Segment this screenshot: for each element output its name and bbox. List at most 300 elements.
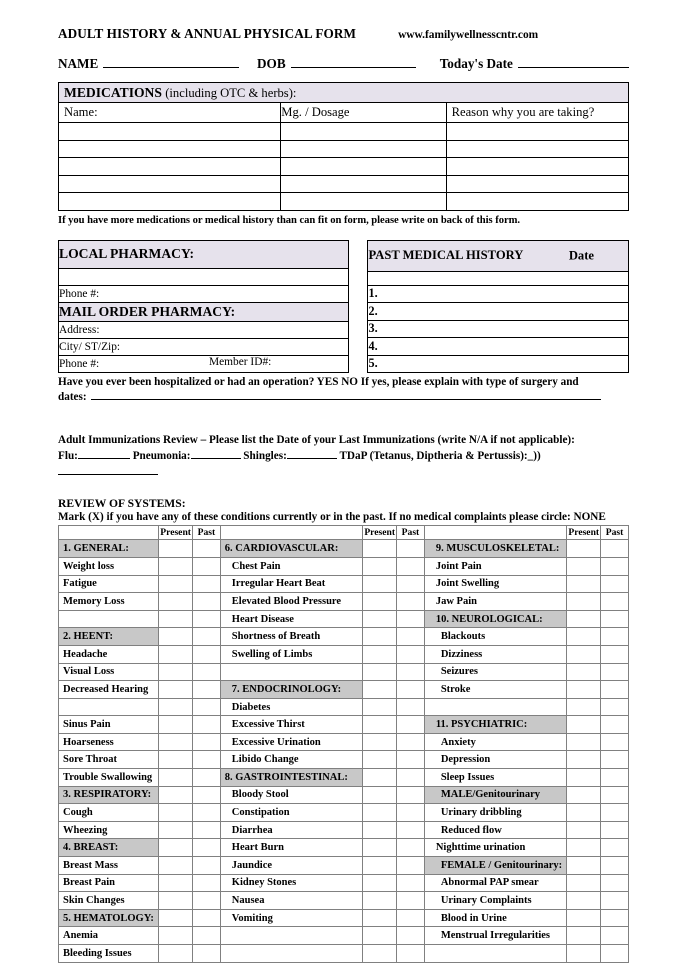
- ros-symptom-label: Dizziness: [424, 645, 567, 663]
- ros-past-checkbox[interactable]: [601, 892, 629, 910]
- ros-past-checkbox[interactable]: [193, 733, 221, 751]
- ros-present-checkbox[interactable]: [363, 610, 397, 628]
- ros-category-label: 10. NEUROLOGICAL:: [424, 610, 567, 628]
- ros-category-label: 1. GENERAL:: [59, 540, 159, 558]
- ros-symptom-label: Diarrhea: [220, 821, 363, 839]
- ros-present-checkbox[interactable]: [159, 804, 193, 822]
- shingles-input[interactable]: [287, 448, 337, 459]
- ros-past-checkbox[interactable]: [193, 839, 221, 857]
- ros-past-checkbox[interactable]: [397, 804, 425, 822]
- ros-present-checkbox[interactable]: [363, 593, 397, 611]
- ros-past-checkbox[interactable]: [193, 628, 221, 646]
- ros-past-checkbox[interactable]: [601, 663, 629, 681]
- ros-row: [59, 575, 629, 593]
- ros-past-checkbox[interactable]: [193, 698, 221, 716]
- ros-row: [59, 733, 629, 751]
- ros-present-checkbox[interactable]: [363, 540, 397, 558]
- ros-row: [59, 751, 629, 769]
- ros-empty-label: [59, 698, 159, 716]
- ros-symptom-label: Sore Throat: [59, 751, 159, 769]
- ros-past-checkbox[interactable]: [193, 892, 221, 910]
- ros-symptom-label: Menstrual Irregularities: [424, 927, 567, 945]
- medication-entry-row[interactable]: [59, 158, 629, 176]
- ros-row: [59, 786, 629, 804]
- medication-dosage-cell[interactable]: [281, 140, 446, 158]
- ros-present-checkbox[interactable]: [363, 786, 397, 804]
- ros-category-label: 6. CARDIOVASCULAR:: [220, 540, 363, 558]
- ros-past-checkbox[interactable]: [193, 857, 221, 875]
- tdap-input[interactable]: [58, 464, 158, 475]
- ros-past-checkbox[interactable]: [601, 645, 629, 663]
- ros-past-checkbox[interactable]: [397, 874, 425, 892]
- ros-symptom-label: Trouble Swallowing: [59, 769, 159, 787]
- immunizations-intro: Adult Immunizations Review – Please list the Date of your Last Immunizations (write N/A if not applicable):: [58, 433, 575, 446]
- ros-present-checkbox[interactable]: [159, 751, 193, 769]
- medication-reason-cell[interactable]: [446, 193, 628, 211]
- ros-past-checkbox[interactable]: [601, 733, 629, 751]
- medication-name-cell[interactable]: [59, 158, 281, 176]
- past-medical-history-table: [367, 240, 629, 374]
- ros-category-label: 8. GASTROINTESTINAL:: [220, 769, 363, 787]
- ros-past-checkbox[interactable]: [397, 769, 425, 787]
- ros-symptom-label: Abnormal PAP smear: [424, 874, 567, 892]
- medication-name-cell[interactable]: [59, 123, 281, 141]
- ros-present-checkbox[interactable]: [363, 909, 397, 927]
- ros-symptom-label: Blackouts: [424, 628, 567, 646]
- ros-present-checkbox[interactable]: [567, 593, 601, 611]
- ros-past-checkbox[interactable]: [193, 593, 221, 611]
- flu-label: Flu:: [58, 449, 78, 462]
- review-of-systems-table: [58, 525, 629, 962]
- ros-symptom-label: Cough: [59, 804, 159, 822]
- ros-past-checkbox[interactable]: [601, 804, 629, 822]
- ros-present-checkbox[interactable]: [363, 751, 397, 769]
- ros-symptom-label: Reduced flow: [424, 821, 567, 839]
- medication-reason-cell[interactable]: [446, 123, 628, 141]
- medication-dosage-cell[interactable]: [281, 193, 446, 211]
- name-input[interactable]: [103, 56, 238, 68]
- ros-symptom-label: Stroke: [424, 681, 567, 699]
- ros-present-checkbox[interactable]: [159, 698, 193, 716]
- ros-present-checkbox[interactable]: [567, 821, 601, 839]
- ros-present-checkbox[interactable]: [159, 927, 193, 945]
- ros-past-checkbox[interactable]: [601, 716, 629, 734]
- pneumonia-label: Pneumonia:: [132, 449, 191, 462]
- ros-past-checkbox[interactable]: [397, 557, 425, 575]
- medications-col-name: Name:: [59, 103, 281, 123]
- ros-symptom-label: Breast Pain: [59, 874, 159, 892]
- medication-dosage-cell[interactable]: [281, 175, 446, 193]
- todays-date-label: Today's Date: [439, 56, 513, 71]
- ros-row: [59, 681, 629, 699]
- ros-present-checkbox[interactable]: [567, 839, 601, 857]
- mail-phone-label: Phone #:: [59, 357, 100, 370]
- ros-past-checkbox[interactable]: [397, 698, 425, 716]
- ros-past-checkbox[interactable]: [601, 610, 629, 628]
- ros-category-label: 7. ENDOCRINOLOGY:: [220, 681, 363, 699]
- ros-present-checkbox[interactable]: [363, 839, 397, 857]
- ros-symptom-label: Headache: [59, 645, 159, 663]
- ros-present-checkbox[interactable]: [567, 927, 601, 945]
- ros-past-checkbox[interactable]: [601, 909, 629, 927]
- name-label: NAME: [58, 56, 99, 71]
- ros-past-checkbox[interactable]: [601, 593, 629, 611]
- ros-header-past: Past: [601, 526, 629, 540]
- pharmacy-column: [58, 240, 349, 374]
- ros-present-checkbox[interactable]: [159, 857, 193, 875]
- ros-present-checkbox[interactable]: [159, 821, 193, 839]
- ros-past-checkbox[interactable]: [193, 804, 221, 822]
- ros-header-past: Past: [397, 526, 425, 540]
- ros-present-checkbox[interactable]: [159, 681, 193, 699]
- ros-present-checkbox[interactable]: [567, 681, 601, 699]
- ros-symptom-label: Heart Disease: [220, 610, 363, 628]
- medication-entry-row[interactable]: [59, 193, 629, 211]
- ros-category-label: 5. HEMATOLOGY:: [59, 909, 159, 927]
- pmh-spacer-cell: [368, 271, 629, 285]
- ros-symptom-label: Joint Swelling: [424, 575, 567, 593]
- ros-present-checkbox[interactable]: [159, 839, 193, 857]
- ros-header-past: Past: [193, 526, 221, 540]
- ros-present-checkbox[interactable]: [159, 716, 193, 734]
- ros-past-checkbox[interactable]: [397, 892, 425, 910]
- ros-present-checkbox[interactable]: [159, 645, 193, 663]
- ros-past-checkbox[interactable]: [397, 839, 425, 857]
- identity-line: [58, 56, 629, 72]
- ros-symptom-label: Memory Loss: [59, 593, 159, 611]
- ros-past-checkbox[interactable]: [397, 786, 425, 804]
- ros-past-checkbox[interactable]: [601, 786, 629, 804]
- ros-symptom-label: Sinus Pain: [59, 716, 159, 734]
- ros-category-label: 11. PSYCHIATRIC:: [424, 716, 567, 734]
- past-medical-history-column: [367, 240, 629, 374]
- ros-past-checkbox[interactable]: [193, 540, 221, 558]
- ros-present-checkbox[interactable]: [567, 557, 601, 575]
- ros-present-checkbox[interactable]: [159, 892, 193, 910]
- ros-past-checkbox[interactable]: [601, 575, 629, 593]
- ros-past-checkbox[interactable]: [397, 663, 425, 681]
- ros-present-checkbox[interactable]: [363, 769, 397, 787]
- ros-symptom-label: Nighttime urination: [424, 839, 567, 857]
- medication-reason-cell[interactable]: [446, 158, 628, 176]
- review-of-systems-instruction: Mark (X) if you have any of these conditions currently or in the past. If no medical complaints please circle: NONE: [58, 511, 606, 524]
- medication-dosage-cell[interactable]: [281, 123, 446, 141]
- ros-present-checkbox[interactable]: [363, 927, 397, 945]
- ros-present-checkbox[interactable]: [363, 557, 397, 575]
- ros-past-checkbox[interactable]: [397, 593, 425, 611]
- ros-symptom-label: Anxiety: [424, 733, 567, 751]
- medications-title: MEDICATIONS: [64, 84, 162, 100]
- ros-past-checkbox[interactable]: [193, 716, 221, 734]
- ros-header-blank: [59, 526, 159, 540]
- medication-dosage-cell[interactable]: [281, 158, 446, 176]
- page-title: ADULT HISTORY & ANNUAL PHYSICAL FORM: [58, 26, 357, 41]
- ros-present-checkbox[interactable]: [363, 716, 397, 734]
- document-header: [58, 26, 629, 42]
- local-pharmacy-phone-cell[interactable]: Phone #:: [59, 285, 349, 302]
- pmh-title: PAST MEDICAL HISTORY: [368, 248, 524, 262]
- medications-table: [58, 82, 629, 211]
- dob-label: DOB: [257, 56, 286, 71]
- ros-empty-label: [220, 663, 363, 681]
- ros-present-checkbox[interactable]: [567, 786, 601, 804]
- tdap-label: TDaP (Tetanus, Diptheria & Pertussis):_)): [339, 449, 541, 462]
- ros-past-checkbox[interactable]: [397, 857, 425, 875]
- ros-row: [59, 540, 629, 558]
- ros-past-checkbox[interactable]: [193, 927, 221, 945]
- ros-present-checkbox[interactable]: [363, 821, 397, 839]
- ros-past-checkbox[interactable]: [601, 945, 629, 963]
- medication-reason-cell[interactable]: [446, 175, 628, 193]
- ros-row: [59, 716, 629, 734]
- ros-present-checkbox[interactable]: [159, 945, 193, 963]
- hospitalization-dates-input[interactable]: [91, 389, 601, 400]
- ros-present-checkbox[interactable]: [567, 716, 601, 734]
- ros-present-checkbox[interactable]: [159, 786, 193, 804]
- mail-memberid-label: Member ID#:: [209, 355, 272, 368]
- ros-row: [59, 698, 629, 716]
- ros-present-checkbox[interactable]: [159, 769, 193, 787]
- ros-past-checkbox[interactable]: [397, 751, 425, 769]
- pharmacy-table: [58, 240, 349, 373]
- ros-past-checkbox[interactable]: [601, 821, 629, 839]
- ros-past-checkbox[interactable]: [397, 575, 425, 593]
- ros-past-checkbox[interactable]: [193, 645, 221, 663]
- ros-row: [59, 892, 629, 910]
- ros-present-checkbox[interactable]: [363, 628, 397, 646]
- ros-symptom-label: Decreased Hearing: [59, 681, 159, 699]
- ros-present-checkbox[interactable]: [159, 909, 193, 927]
- ros-present-checkbox[interactable]: [363, 733, 397, 751]
- ros-past-checkbox[interactable]: [397, 610, 425, 628]
- ros-symptom-label: Urinary Complaints: [424, 892, 567, 910]
- dob-input[interactable]: [291, 56, 416, 68]
- ros-present-checkbox[interactable]: [159, 663, 193, 681]
- ros-past-checkbox[interactable]: [193, 663, 221, 681]
- ros-past-checkbox[interactable]: [601, 698, 629, 716]
- ros-present-checkbox[interactable]: [567, 909, 601, 927]
- ros-symptom-label: Excessive Urination: [220, 733, 363, 751]
- ros-past-checkbox[interactable]: [601, 540, 629, 558]
- ros-past-checkbox[interactable]: [397, 821, 425, 839]
- ros-symptom-label: Anemia: [59, 927, 159, 945]
- ros-symptom-label: Urinary dribbling: [424, 804, 567, 822]
- ros-symptom-label: Diabetes: [220, 698, 363, 716]
- ros-category-label: MALE/Genitourinary: [424, 786, 567, 804]
- pmh-row-3[interactable]: 3.: [368, 320, 629, 338]
- ros-present-checkbox[interactable]: [567, 945, 601, 963]
- ros-past-checkbox[interactable]: [397, 716, 425, 734]
- ros-past-checkbox[interactable]: [193, 786, 221, 804]
- ros-past-checkbox[interactable]: [193, 610, 221, 628]
- ros-present-checkbox[interactable]: [567, 751, 601, 769]
- ros-present-checkbox[interactable]: [159, 628, 193, 646]
- ros-past-checkbox[interactable]: [397, 945, 425, 963]
- ros-past-checkbox[interactable]: [601, 628, 629, 646]
- medication-entry-row[interactable]: [59, 140, 629, 158]
- ros-category-label: 9. MUSCULOSKELETAL:: [424, 540, 567, 558]
- ros-past-checkbox[interactable]: [193, 575, 221, 593]
- ros-present-checkbox[interactable]: [363, 698, 397, 716]
- medications-section: [58, 82, 629, 226]
- ros-present-checkbox[interactable]: [567, 733, 601, 751]
- ros-past-checkbox[interactable]: [193, 769, 221, 787]
- ros-past-checkbox[interactable]: [601, 557, 629, 575]
- medication-name-cell[interactable]: [59, 193, 281, 211]
- ros-row: [59, 874, 629, 892]
- ros-category-label: 4. BREAST:: [59, 839, 159, 857]
- ros-present-checkbox[interactable]: [567, 628, 601, 646]
- ros-present-checkbox[interactable]: [363, 575, 397, 593]
- ros-symptom-label: Blood in Urine: [424, 909, 567, 927]
- ros-row: [59, 557, 629, 575]
- ros-symptom-label: Bleeding Issues: [59, 945, 159, 963]
- pmh-row-4[interactable]: 4.: [368, 338, 629, 356]
- ros-past-checkbox[interactable]: [397, 909, 425, 927]
- ros-present-checkbox[interactable]: [159, 610, 193, 628]
- ros-past-checkbox[interactable]: [397, 733, 425, 751]
- ros-header-blank: [220, 526, 363, 540]
- ros-symptom-label: Irregular Heart Beat: [220, 575, 363, 593]
- medication-entry-row[interactable]: [59, 123, 629, 141]
- ros-symptom-label: Kidney Stones: [220, 874, 363, 892]
- ros-present-checkbox[interactable]: [363, 663, 397, 681]
- ros-empty-label: [220, 945, 363, 963]
- ros-present-checkbox[interactable]: [159, 575, 193, 593]
- ros-row: [59, 663, 629, 681]
- ros-symptom-label: Chest Pain: [220, 557, 363, 575]
- ros-present-checkbox[interactable]: [363, 945, 397, 963]
- ros-row: [59, 909, 629, 927]
- ros-present-checkbox[interactable]: [567, 804, 601, 822]
- todays-date-input[interactable]: [518, 56, 629, 68]
- pmh-row-1[interactable]: 1.: [368, 285, 629, 303]
- ros-present-checkbox[interactable]: [363, 874, 397, 892]
- local-pharmacy-name-cell[interactable]: [59, 268, 349, 285]
- medications-footnote: If you have more medications or medical history than can fit on form, please write on back of this form.: [58, 214, 520, 226]
- ros-present-checkbox[interactable]: [159, 557, 193, 575]
- pneumonia-input[interactable]: [191, 448, 241, 459]
- ros-symptom-label: Fatigue: [59, 575, 159, 593]
- ros-row: [59, 645, 629, 663]
- ros-past-checkbox[interactable]: [397, 927, 425, 945]
- ros-past-checkbox[interactable]: [601, 874, 629, 892]
- ros-past-checkbox[interactable]: [601, 839, 629, 857]
- ros-row: [59, 821, 629, 839]
- hospitalization-dates-label: dates:: [58, 391, 87, 404]
- ros-row: [59, 593, 629, 611]
- ros-empty-label: [220, 927, 363, 945]
- ros-empty-label: [59, 610, 159, 628]
- ros-present-checkbox[interactable]: [567, 698, 601, 716]
- ros-row: [59, 769, 629, 787]
- ros-symptom-label: Visual Loss: [59, 663, 159, 681]
- medications-band: [59, 83, 629, 103]
- ros-past-checkbox[interactable]: [193, 557, 221, 575]
- ros-symptom-label: Constipation: [220, 804, 363, 822]
- ros-present-checkbox[interactable]: [363, 804, 397, 822]
- mail-citystzip-cell[interactable]: City/ ST/Zip:: [59, 338, 349, 355]
- ros-present-checkbox[interactable]: [567, 610, 601, 628]
- ros-past-checkbox[interactable]: [397, 645, 425, 663]
- ros-symptom-label: Jaundice: [220, 857, 363, 875]
- ros-category-label: 3. RESPIRATORY:: [59, 786, 159, 804]
- ros-present-checkbox[interactable]: [567, 857, 601, 875]
- mail-phone-cell[interactable]: [59, 355, 349, 372]
- ros-present-checkbox[interactable]: [567, 645, 601, 663]
- ros-past-checkbox[interactable]: [601, 927, 629, 945]
- medications-col-dosage: Mg. / Dosage: [281, 103, 446, 123]
- immunizations-fields: [58, 448, 629, 480]
- pharmacy-and-history-section: [58, 240, 629, 374]
- ros-present-checkbox[interactable]: [159, 593, 193, 611]
- ros-present-checkbox[interactable]: [567, 663, 601, 681]
- ros-present-checkbox[interactable]: [363, 681, 397, 699]
- ros-past-checkbox[interactable]: [193, 821, 221, 839]
- medication-reason-cell[interactable]: [446, 140, 628, 158]
- ros-past-checkbox[interactable]: [193, 751, 221, 769]
- mail-order-pharmacy-title: MAIL ORDER PHARMACY:: [59, 302, 349, 321]
- ros-symptom-label: Elevated Blood Pressure: [220, 593, 363, 611]
- ros-past-checkbox[interactable]: [601, 769, 629, 787]
- ros-header-present: Present: [568, 527, 600, 539]
- ros-past-checkbox[interactable]: [397, 628, 425, 646]
- ros-empty-label: [424, 698, 567, 716]
- ros-past-checkbox[interactable]: [397, 540, 425, 558]
- ros-present-checkbox[interactable]: [159, 874, 193, 892]
- ros-past-checkbox[interactable]: [193, 945, 221, 963]
- ros-past-checkbox[interactable]: [193, 909, 221, 927]
- ros-symptom-label: Nausea: [220, 892, 363, 910]
- medications-header-row: [59, 103, 629, 123]
- ros-past-checkbox[interactable]: [601, 857, 629, 875]
- ros-past-checkbox[interactable]: [397, 681, 425, 699]
- ros-symptom-label: Vomiting: [220, 909, 363, 927]
- ros-past-checkbox[interactable]: [193, 874, 221, 892]
- ros-symptom-label: Jaw Pain: [424, 593, 567, 611]
- pmh-row-5[interactable]: 5.: [368, 355, 629, 373]
- mail-address-cell[interactable]: Address:: [59, 321, 349, 338]
- ros-row: [59, 628, 629, 646]
- ros-header-present: Present: [160, 527, 191, 539]
- medication-name-cell[interactable]: [59, 175, 281, 193]
- ros-present-checkbox[interactable]: [567, 892, 601, 910]
- ros-row: [59, 945, 629, 963]
- ros-symptom-label: Libido Change: [220, 751, 363, 769]
- ros-present-checkbox[interactable]: [567, 874, 601, 892]
- ros-present-checkbox[interactable]: [159, 540, 193, 558]
- ros-past-checkbox[interactable]: [601, 681, 629, 699]
- ros-symptom-label: Hoarseness: [59, 733, 159, 751]
- ros-present-checkbox[interactable]: [363, 892, 397, 910]
- ros-past-checkbox[interactable]: [193, 681, 221, 699]
- ros-present-checkbox[interactable]: [363, 857, 397, 875]
- ros-category-label: FEMALE / Genitourinary:: [424, 857, 567, 875]
- pmh-row-2[interactable]: 2.: [368, 303, 629, 321]
- ros-symptom-label: Bloody Stool: [220, 786, 363, 804]
- ros-present-checkbox[interactable]: [363, 645, 397, 663]
- medication-entry-row[interactable]: [59, 175, 629, 193]
- medication-name-cell[interactable]: [59, 140, 281, 158]
- ros-symptom-label: Skin Changes: [59, 892, 159, 910]
- ros-row: [59, 804, 629, 822]
- ros-present-checkbox[interactable]: [567, 769, 601, 787]
- ros-past-checkbox[interactable]: [601, 751, 629, 769]
- ros-present-checkbox[interactable]: [567, 575, 601, 593]
- ros-present-checkbox[interactable]: [567, 540, 601, 558]
- flu-input[interactable]: [78, 448, 130, 459]
- ros-present-checkbox[interactable]: [159, 733, 193, 751]
